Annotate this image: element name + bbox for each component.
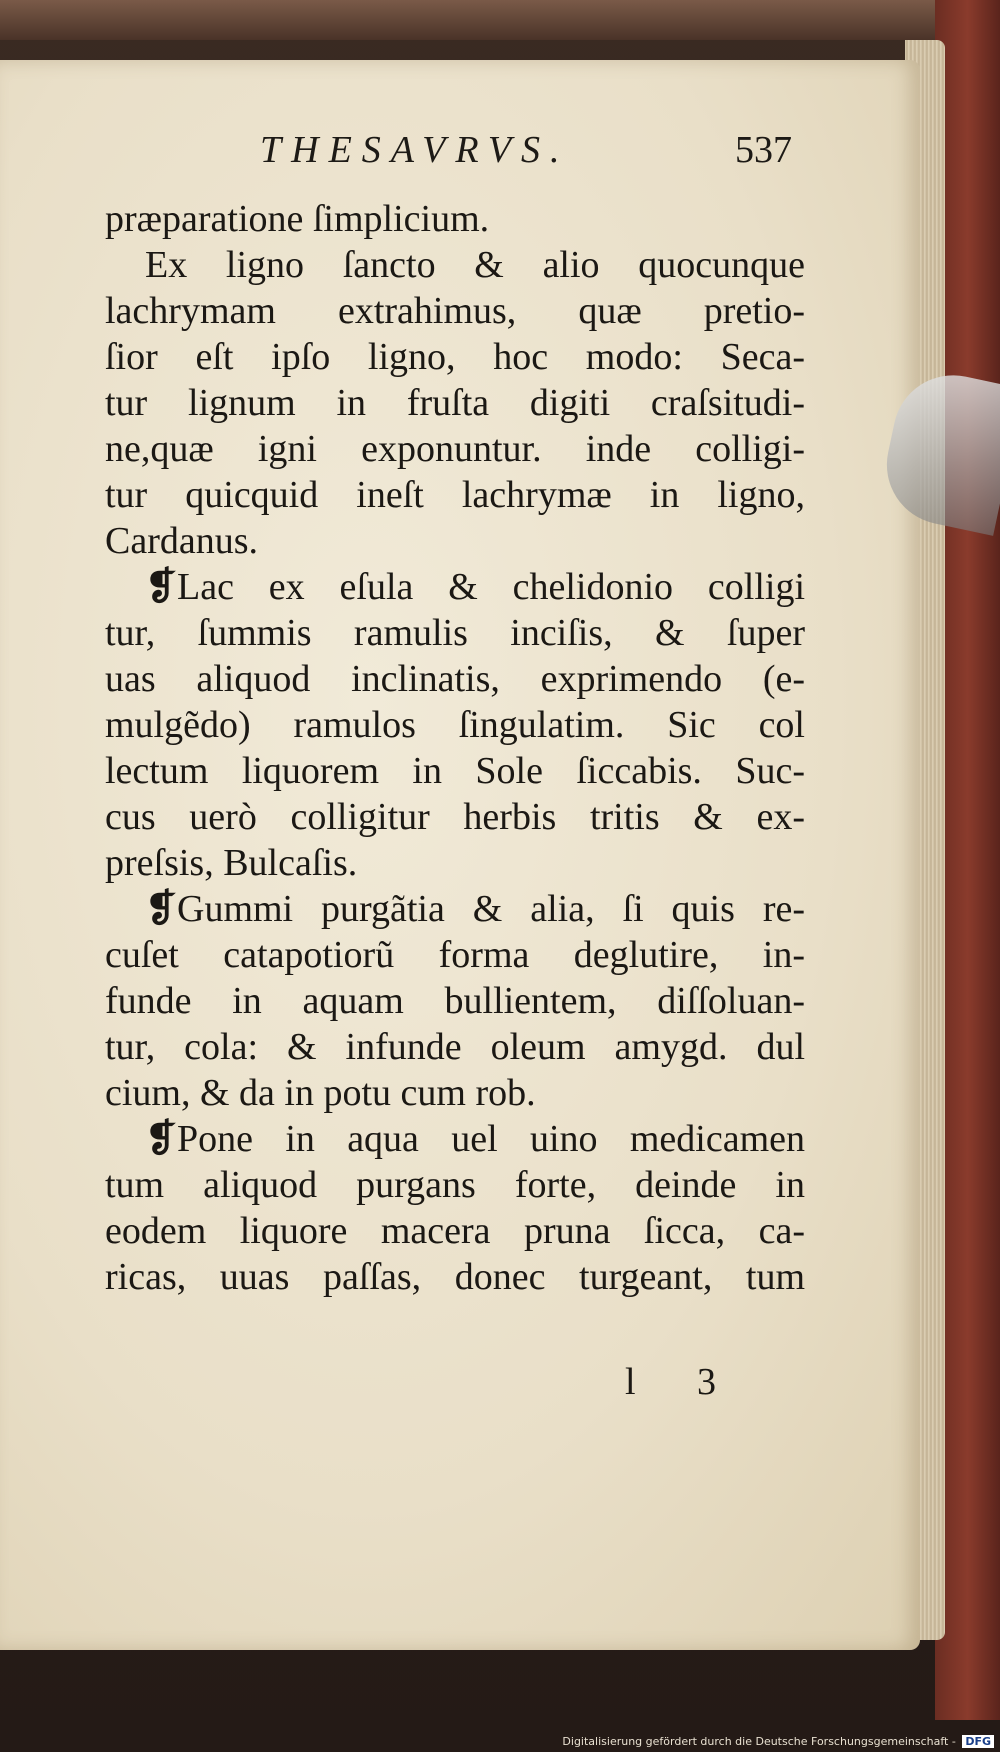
text-line bbox=[105, 840, 805, 886]
text-line-content: tum aliquod purgans forte, deinde in bbox=[105, 1164, 805, 1206]
text-line-content: Gummi purgãtia & alia, ſi quis re- bbox=[177, 888, 805, 930]
text-line-content: cuſet catapotiorũ forma deglutire, in- bbox=[105, 934, 805, 976]
text-line-content: Cardanus. bbox=[105, 520, 259, 562]
text-line bbox=[105, 1208, 805, 1254]
text-line-content: tur quicquid ineſt lachrymæ in ligno, bbox=[105, 474, 805, 516]
text-line bbox=[105, 1070, 805, 1116]
text-line-content: preſsis, Bulcaſis. bbox=[105, 842, 358, 884]
text-line bbox=[105, 1254, 805, 1300]
text-line bbox=[105, 1162, 805, 1208]
signature-mark: l 3 bbox=[625, 1361, 743, 1403]
text-line-content: lachrymam extrahimus, quæ pretio- bbox=[105, 290, 805, 332]
text-line bbox=[105, 886, 805, 932]
dfg-logo: DFG bbox=[962, 1735, 994, 1748]
text-line bbox=[105, 794, 805, 840]
text-line bbox=[105, 518, 805, 564]
book-cover-top bbox=[0, 0, 1000, 40]
text-line-content: Pone in aqua uel uino medicamen bbox=[177, 1118, 805, 1160]
text-line-content: præparatione ſimplicium. bbox=[105, 198, 490, 240]
text-line bbox=[105, 334, 805, 380]
text-line-content: lectum liquorem in Sole ſiccabis. Suc- bbox=[105, 750, 805, 792]
pilcrow-icon: ❡ bbox=[145, 1118, 177, 1160]
text-line-content: uas aliquod inclinatis, exprimendo (e- bbox=[105, 658, 805, 700]
text-line-content: tur lignum in fruſta digiti craſsitudi- bbox=[105, 382, 805, 424]
page-number: 537 bbox=[735, 129, 792, 171]
text-line bbox=[105, 426, 805, 472]
text-line bbox=[105, 610, 805, 656]
text-line-content: tur, ſummis ramulis inciſis, & ſuper bbox=[105, 612, 805, 654]
text-line bbox=[105, 748, 805, 794]
text-line bbox=[105, 564, 805, 610]
text-line bbox=[105, 380, 805, 426]
text-line bbox=[105, 978, 805, 1024]
digitization-credit bbox=[562, 1735, 994, 1748]
text-line-content: ne,quæ igni exponuntur. inde colligi- bbox=[105, 428, 805, 470]
text-line bbox=[105, 1024, 805, 1070]
text-line-content: funde in aquam bullientem, diſſoluan- bbox=[105, 980, 805, 1022]
text-line-content: Lac ex eſula & chelidonio colligi bbox=[177, 566, 805, 608]
text-line bbox=[105, 932, 805, 978]
running-title: THESAVRVS. bbox=[260, 129, 570, 171]
text-line bbox=[105, 702, 805, 748]
text-line-content: Ex ligno ſancto & alio quocunque bbox=[145, 244, 805, 286]
text-line-content: cus uerò colligitur herbis tritis & ex- bbox=[105, 796, 805, 838]
credit-text: Digitalisierung gefördert durch die Deutsche Forschungsgemeinschaft - bbox=[562, 1735, 956, 1748]
text-line bbox=[105, 1116, 805, 1162]
text-line bbox=[105, 472, 805, 518]
text-line-content: mulgẽdo) ramulos ſingulatim. Sic col bbox=[105, 704, 805, 746]
pilcrow-icon: ❡ bbox=[145, 566, 177, 608]
text-line bbox=[105, 196, 805, 242]
text-line-content: cium, & da in potu cum rob. bbox=[105, 1072, 536, 1114]
text-line-content: tur, cola: & infunde oleum amygd. dul bbox=[105, 1026, 805, 1068]
pilcrow-icon: ❡ bbox=[145, 888, 177, 930]
text-line-content: eodem liquore macera pruna ſicca, ca- bbox=[105, 1210, 805, 1252]
text-line bbox=[105, 656, 805, 702]
text-line bbox=[105, 288, 805, 334]
text-line bbox=[105, 242, 805, 288]
text-line-content: ſior eſt ipſo ligno, hoc modo: Seca- bbox=[105, 336, 805, 378]
body-text bbox=[105, 196, 805, 1300]
text-line-content: ricas, uuas paſſas, donec turgeant, tum bbox=[105, 1256, 805, 1298]
